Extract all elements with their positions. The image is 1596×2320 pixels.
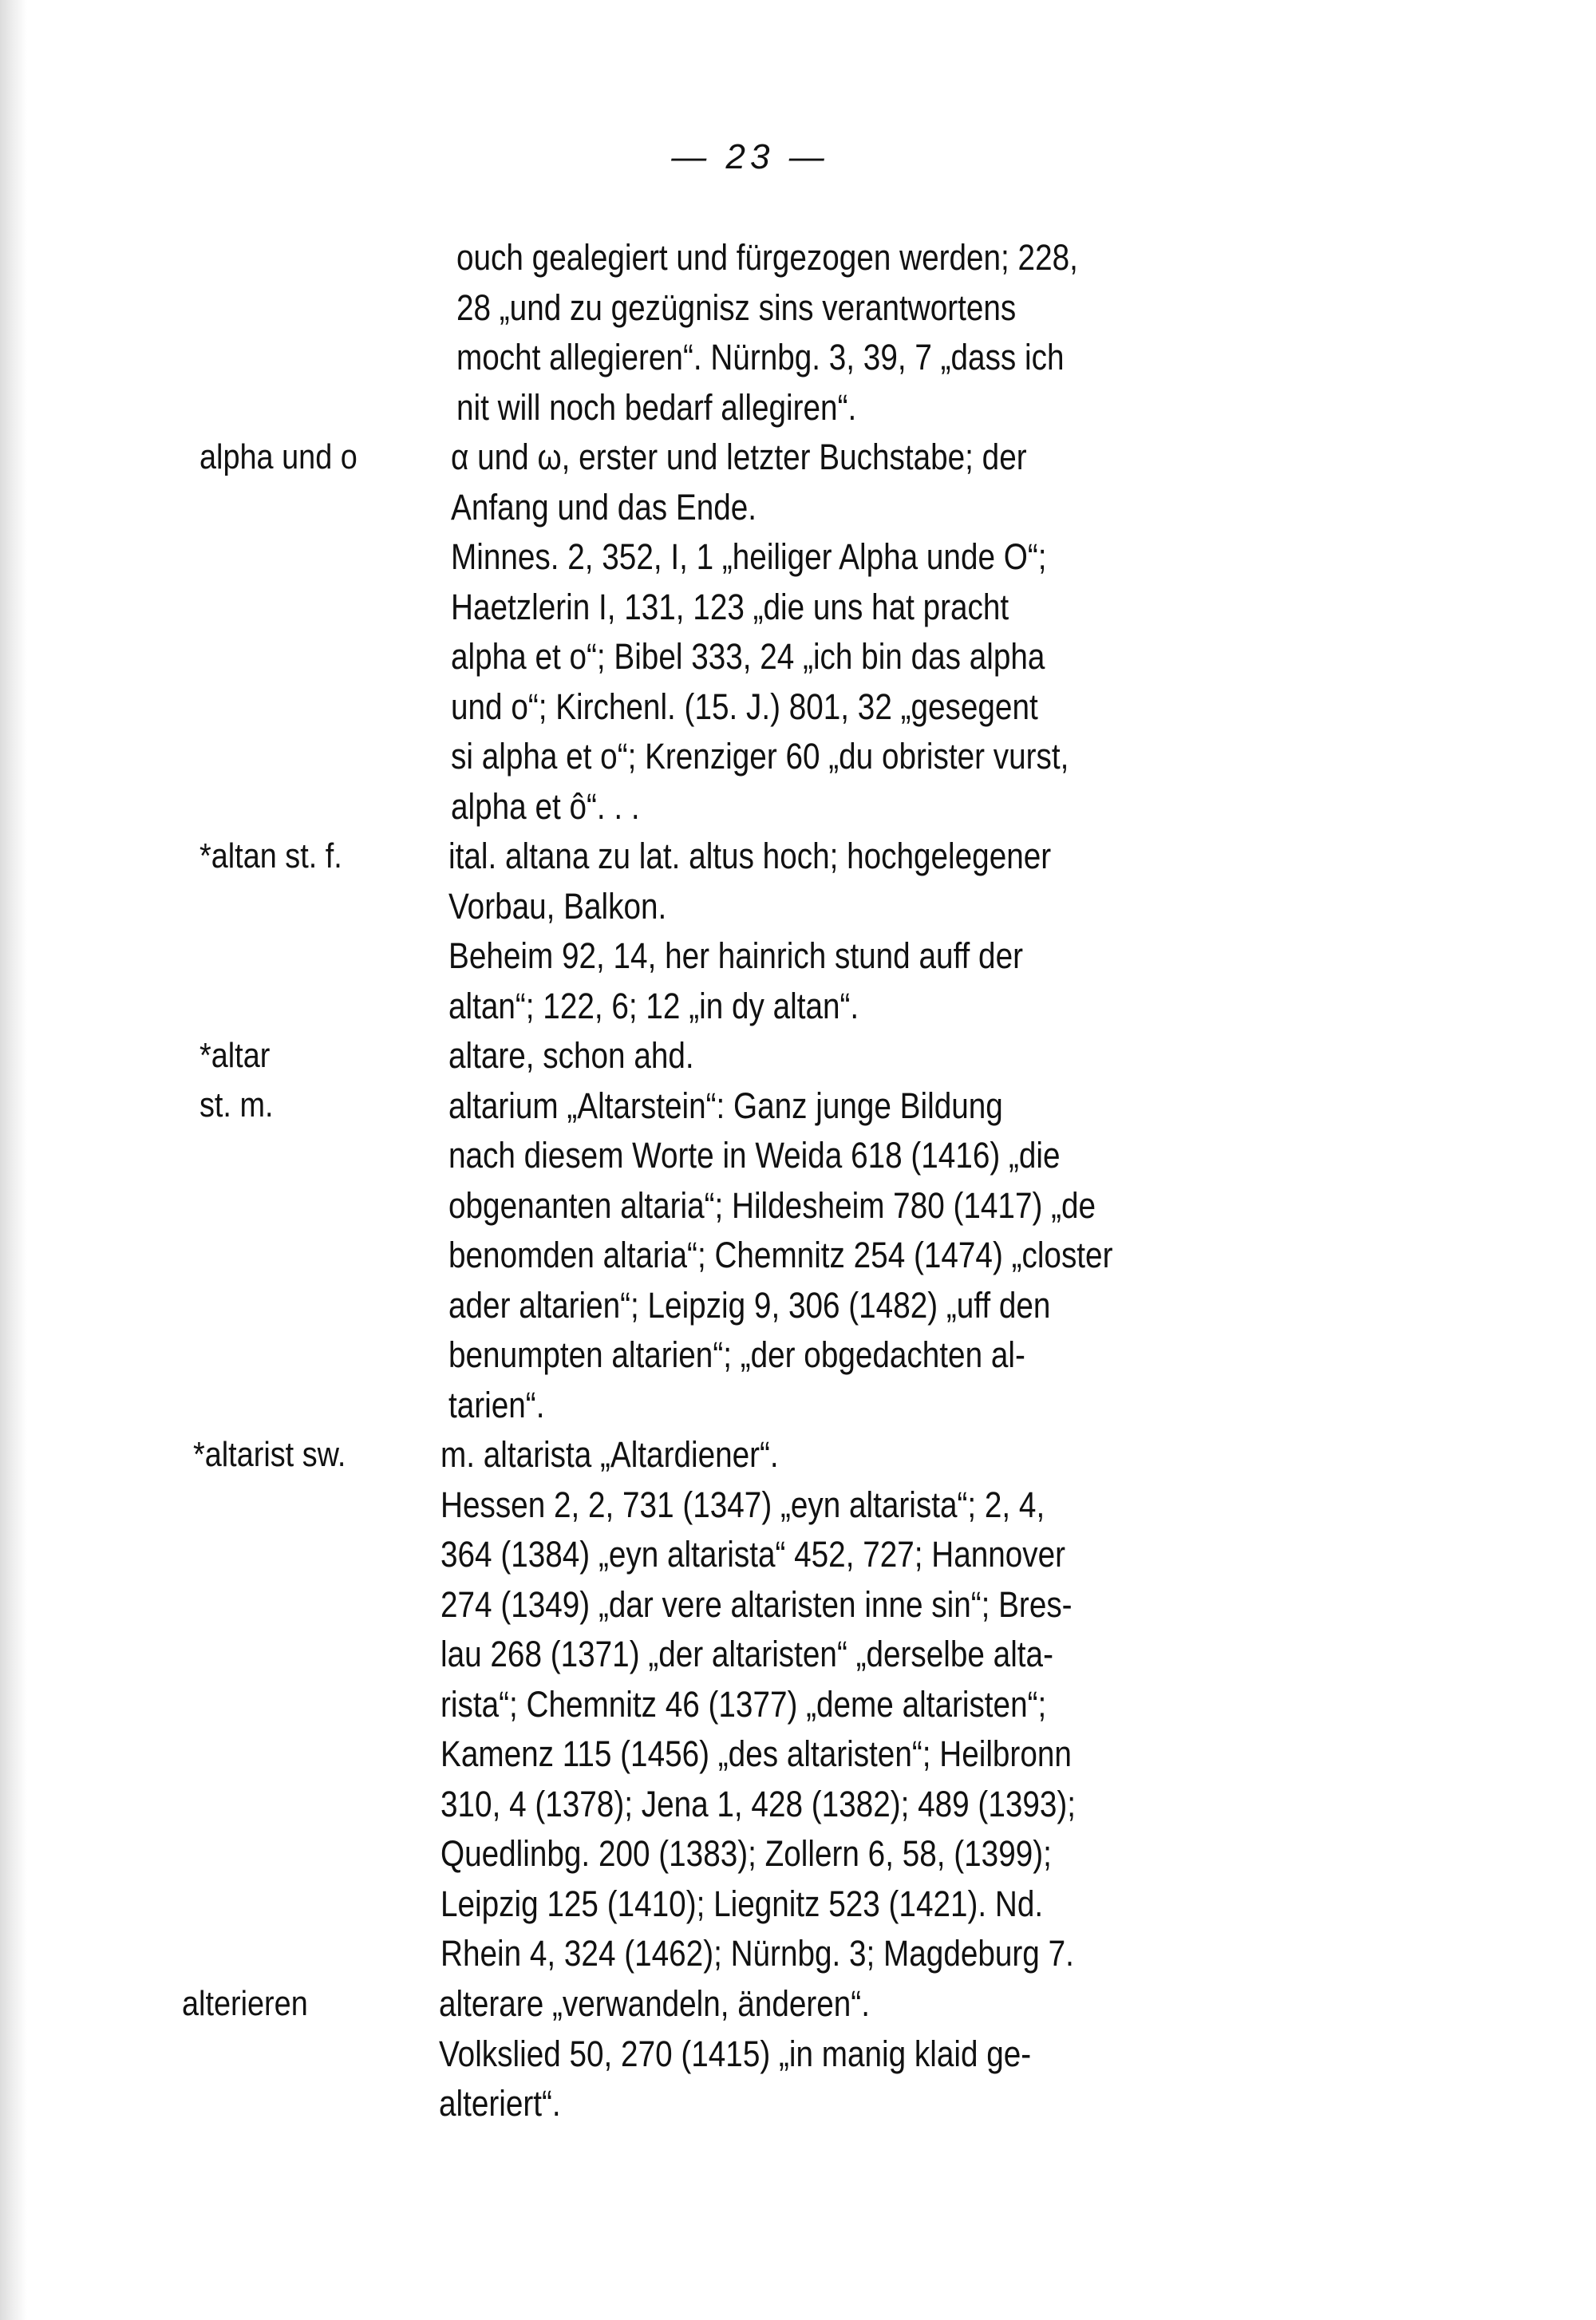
- body-line: 274 (1349) „dar vere altaristen inne sin“; Bres-: [440, 1583, 1073, 1625]
- body-line: nach diesem Worte in Weida 618 (1416) „die: [448, 1135, 1061, 1176]
- entry-headword: alpha und o: [200, 437, 358, 476]
- entry-body: [440, 1430, 1302, 1979]
- body-line: und o“; Kirchenl. (15. J.) 801, 32 „gesegent: [451, 686, 1038, 727]
- body-line: Haetzlerin I, 131, 123 „die uns hat pracht: [451, 586, 1009, 627]
- body-line: obgenanten altaria“; Hildesheim 780 (1417) „de: [448, 1184, 1096, 1226]
- body-line: ouch gealegiert und fürgezogen werden; 228,: [456, 237, 1078, 278]
- entry-headword-gender: st. m.: [200, 1085, 274, 1124]
- body-line: Vorbau, Balkon.: [448, 885, 667, 927]
- scan-edge: [0, 0, 27, 2320]
- entry-headword: alterieren: [182, 1984, 308, 2023]
- entry-body: [439, 1979, 1301, 2129]
- entry-body: [451, 433, 1313, 832]
- body-line: Beheim 92, 14, her hainrich stund auff der: [448, 935, 1023, 976]
- body-line: m. altarista „Altardiener“.: [440, 1434, 779, 1475]
- page-number: — 23 —: [671, 137, 829, 176]
- body-line: alterare „verwandeln, änderen“.: [439, 1983, 870, 2024]
- body-line: Volkslied 50, 270 (1415) „in manig klaid ge-: [439, 2033, 1032, 2074]
- body-line: benomden altaria“; Chemnitz 254 (1474) „closter: [448, 1235, 1113, 1275]
- body-line: α und ω, erster und letzter Buchstabe; der: [451, 437, 1027, 477]
- body-line: Anfang und das Ende.: [451, 486, 757, 528]
- body-line: Minnes. 2, 352, I, 1 „heiliger Alpha unde O“;: [451, 536, 1047, 577]
- body-line: Kamenz 115 (1456) „des altaristen“; Heilbronn: [440, 1733, 1072, 1774]
- entry-body: [456, 233, 1318, 433]
- entry-body: [448, 1031, 1310, 1430]
- entry-headword: *altan st. f.: [200, 836, 342, 875]
- body-line: rista“; Chemnitz 46 (1377) „deme altaristen“;: [440, 1683, 1047, 1725]
- entry-headword: *altarist sw.: [193, 1435, 346, 1474]
- body-line: benumpten altarien“; „der obgedachten al-: [448, 1334, 1025, 1375]
- body-line: tarien“.: [448, 1384, 545, 1425]
- body-line: altarium „Altarstein“: Ganz junge Bildung: [448, 1085, 1003, 1126]
- body-line: 364 (1384) „eyn altarista“ 452, 727; Hannover: [440, 1534, 1066, 1575]
- body-line: alpha et o“; Bibel 333, 24 „ich bin das alpha: [451, 636, 1045, 677]
- body-line: alpha et ô“. . .: [451, 785, 640, 827]
- body-line: Leipzig 125 (1410); Liegnitz 523 (1421). Nd.: [440, 1883, 1044, 1924]
- body-line: ader altarien“; Leipzig 9, 306 (1482) „uff den: [448, 1284, 1051, 1326]
- body-line: si alpha et o“; Krenziger 60 „du obrister vurst,: [451, 736, 1069, 777]
- body-line: altare, schon ahd.: [448, 1035, 694, 1076]
- entry-headword: *altar: [200, 1036, 271, 1075]
- body-line: 310, 4 (1378); Jena 1, 428 (1382); 489 (1393);: [440, 1783, 1077, 1824]
- entry-body: [448, 832, 1310, 1031]
- body-line: Rhein 4, 324 (1462); Nürnbg. 3; Magdeburg 7.: [440, 1933, 1074, 1974]
- body-line: lau 268 (1371) „der altaristen“ „derselbe alta-: [440, 1634, 1053, 1674]
- body-line: alteriert“.: [439, 2083, 561, 2124]
- body-line: 28 „und zu gezügnisz sins verantwortens: [456, 287, 1017, 328]
- body-line: altan“; 122, 6; 12 „in dy altan“.: [448, 985, 859, 1026]
- body-line: mocht allegieren“. Nürnbg. 3, 39, 7 „dass ich: [456, 337, 1065, 377]
- body-line: nit will noch bedarf allegiren“.: [456, 386, 857, 428]
- body-line: Hessen 2, 2, 731 (1347) „eyn altarista“; 2, 4,: [440, 1484, 1045, 1525]
- body-line: Quedlinbg. 200 (1383); Zollern 6, 58, (1399);: [440, 1833, 1052, 1874]
- body-line: ital. altana zu lat. altus hoch; hochgelegener: [448, 836, 1052, 876]
